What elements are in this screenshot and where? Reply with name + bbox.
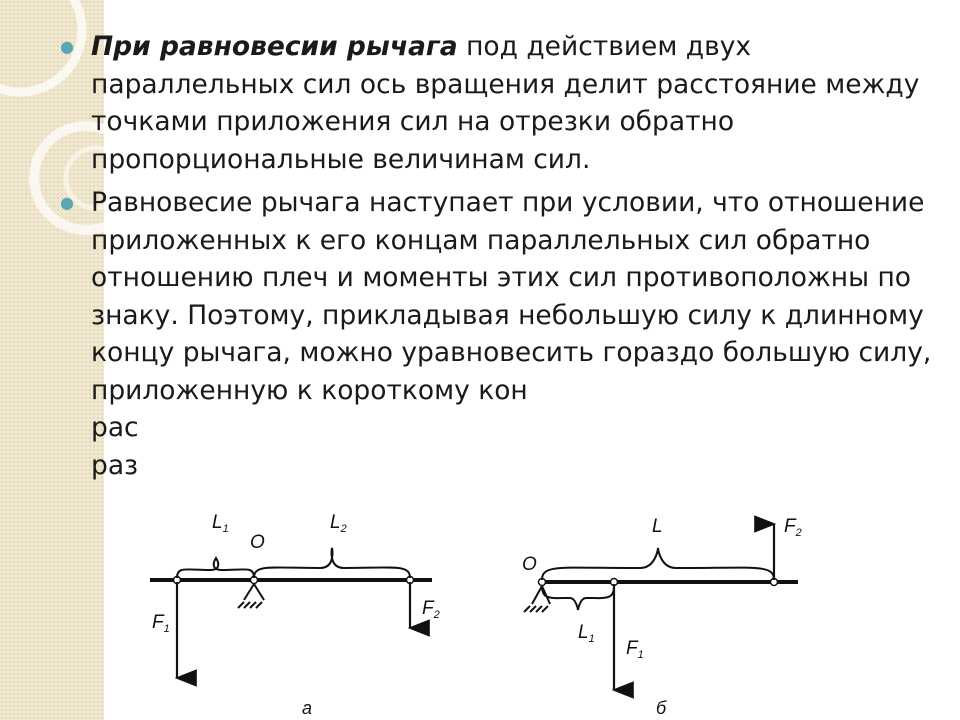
label-f2: $F_2$ <box>784 516 802 539</box>
lever-diagram-a <box>150 512 440 718</box>
slide-body <box>60 28 940 490</box>
bullet-icon: ● <box>60 37 74 56</box>
bullet-lead: При равновесии рычага <box>91 31 458 62</box>
label-o: O <box>250 532 265 553</box>
bullet-icon: ● <box>60 193 74 212</box>
brace-l1 <box>542 586 614 610</box>
label-f2: $F_2$ <box>422 598 440 621</box>
brace-l <box>542 548 774 580</box>
caption-b: б <box>656 698 667 718</box>
pivot-support <box>524 586 550 612</box>
label-f1: $F_1$ <box>626 638 644 661</box>
pivot-support <box>238 584 264 608</box>
partial-line: рас <box>91 412 139 443</box>
label-l: L <box>652 516 663 537</box>
label-l1: $L_1$ <box>212 512 229 535</box>
bullet-item-2 <box>60 184 940 484</box>
bullet-item-1 <box>60 28 940 178</box>
partial-line: раз <box>91 449 139 481</box>
label-l2: $L_2$ <box>330 512 347 535</box>
label-l1: $L_1$ <box>578 622 595 645</box>
label-f1: $F_1$ <box>152 612 170 635</box>
brace-l1 <box>177 558 254 578</box>
brace-l2 <box>254 548 410 578</box>
bullet-text: Равновесие рычага наступает при условии, что отношение приложенных к его концам параллельных сил обратно отношению плеч и моменты этих сил противоположны по знаку. Поэтому, прикладывая небольшую силу к длинному концу рычага, можно уравновесить гораздо большую силу, приложенную к короткому кон <box>91 187 932 406</box>
label-o: O <box>522 554 537 575</box>
lever-diagram-b <box>522 516 802 718</box>
bullet-text: под действием двух параллельных сил ось вращения делит расстояние между точками приложения сил на отрезки обратно пропорциональные величинам сил. <box>91 31 920 175</box>
caption-a: а <box>302 698 313 718</box>
lever-figures <box>140 488 840 720</box>
